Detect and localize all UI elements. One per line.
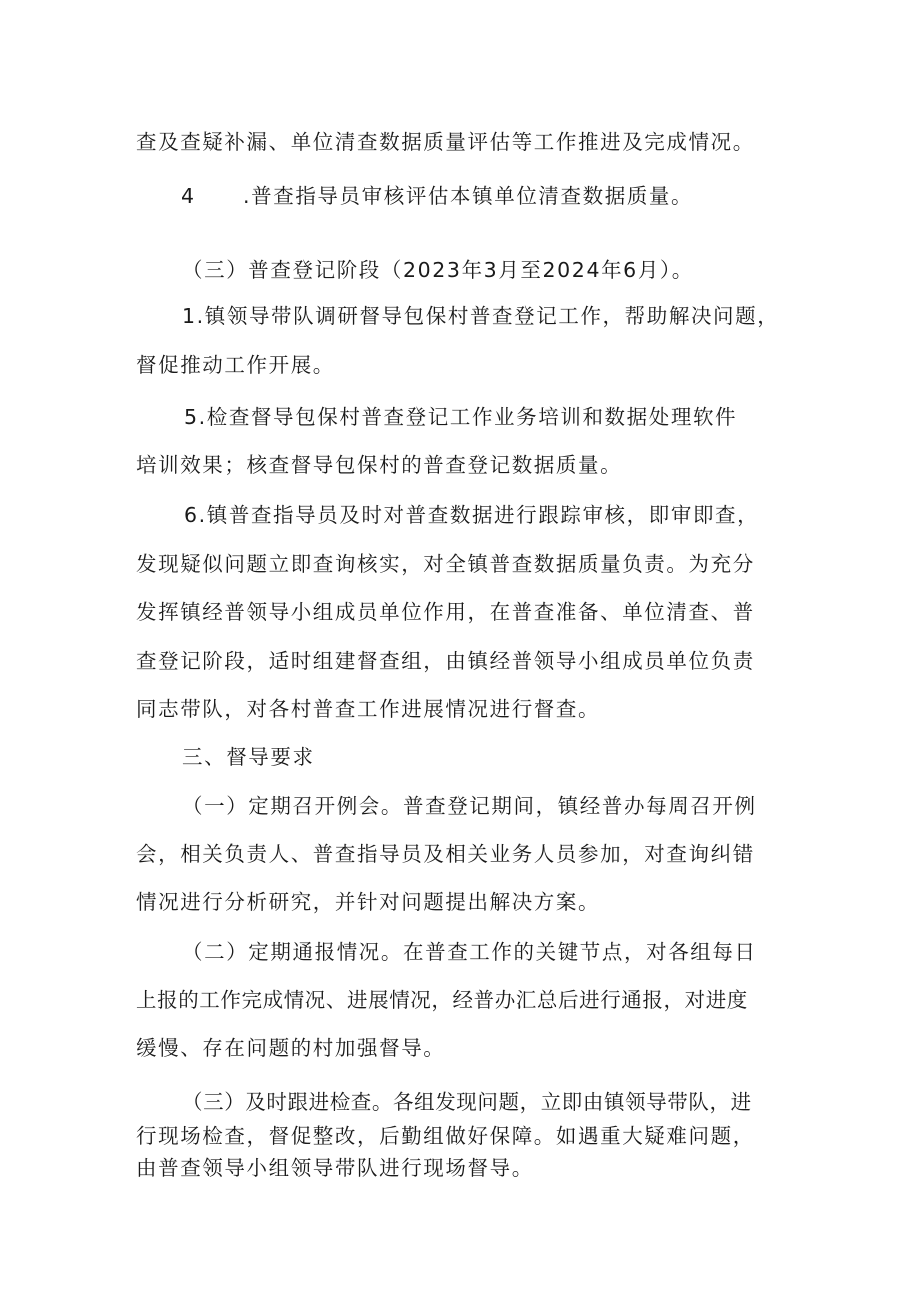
text-line: （三）及时跟进检查。各组发现问题，立即由镇领导带队，进 xyxy=(182,1090,752,1114)
text-line: （二）定期通报情况。在普查工作的关键节点，对各组每日 xyxy=(182,940,757,964)
text-line: 查登记阶段，适时组建督查组，由镇经普领导小组成员单位负责 xyxy=(136,649,755,673)
section-heading: （三）普查登记阶段（2023年3月至2024年6月）。 xyxy=(182,258,694,282)
text-line: 1.镇领导带队调研督导包保村普查登记工作，帮助解决问题， xyxy=(182,304,780,328)
text-line: （一）定期召开例会。普查登记期间，镇经普办每周召开例 xyxy=(182,794,757,818)
text-line: 督促推动工作开展。 xyxy=(136,353,335,377)
text-line: 行现场检查，督促整改，后勤组做好保障。如遇重大疑难问题， xyxy=(136,1124,755,1148)
text-line: 培训效果；核查督导包保村的普查登记数据质量。 xyxy=(136,453,623,477)
text-line: 5.检查督导包保村普查登记工作业务培训和数据处理软件 xyxy=(184,405,738,429)
text-line: 查及查疑补漏、单位清查数据质量评估等工作推进及完成情况。 xyxy=(136,130,755,154)
text-line: 由普查领导小组领导带队进行现场督导。 xyxy=(136,1156,534,1180)
text-line: 会，相关负责人、普查指导员及相关业务人员参加，对查询纠错 xyxy=(136,842,755,866)
text-line: 上报的工作完成情况、进展情况，经普办汇总后进行通报，对进度 xyxy=(136,988,748,1012)
text-line: 发挥镇经普领导小组成员单位作用，在普查准备、单位清查、普 xyxy=(136,600,755,624)
text-line: 6.镇普查指导员及时对普查数据进行跟踪审核，即审即查， xyxy=(184,503,760,527)
section-heading: 三、督导要求 xyxy=(182,745,315,769)
text-line: 同志带队，对各村普查工作进展情况进行督查。 xyxy=(136,697,601,721)
list-number: 4 xyxy=(181,184,196,208)
text-line: 缓慢、存在问题的村加强督导。 xyxy=(136,1036,446,1060)
text-line: .普查指导员审核评估本镇单位清查数据质量。 xyxy=(243,184,694,208)
text-line: 情况进行分析研究，并针对问题提出解决方案。 xyxy=(136,890,601,914)
text-line: 发现疑似问题立即查询核实，对全镇普查数据质量负责。为充分 xyxy=(136,552,755,576)
